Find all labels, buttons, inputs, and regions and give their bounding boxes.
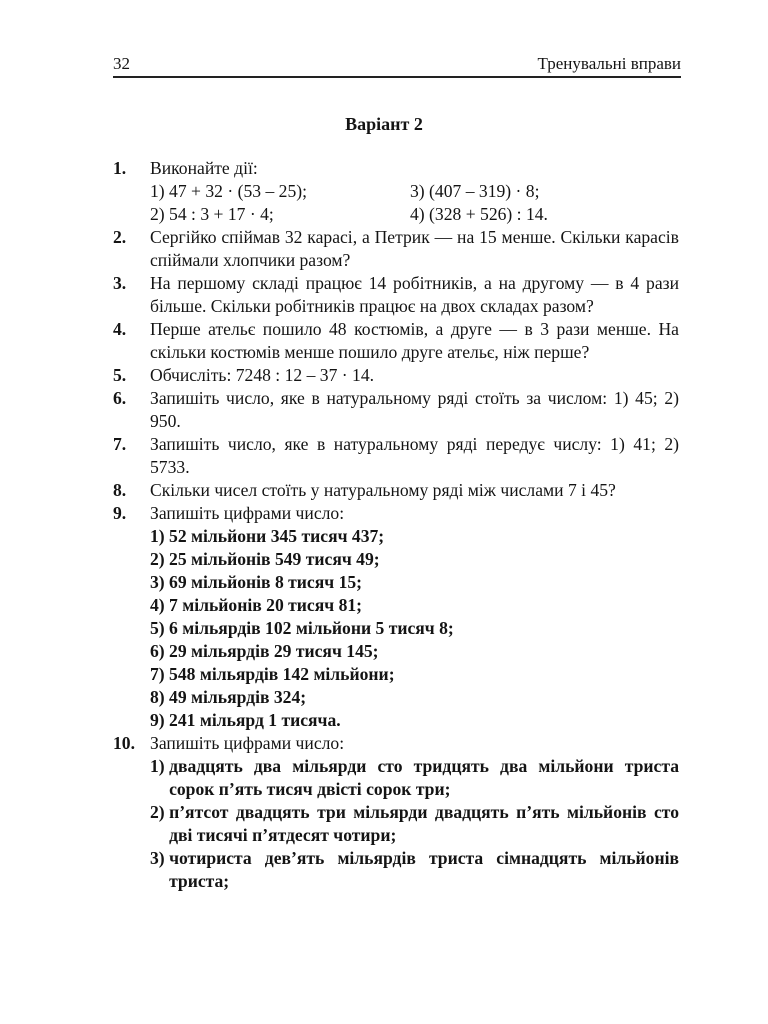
exercise-number: 2. — [113, 227, 127, 247]
item-text: чотириста дев’ять мільярдів триста сімнадцять мільйонів триста; — [169, 848, 679, 891]
exercise-7 — [113, 433, 679, 479]
number-item: 7) 548 мільярдів 142 мільйони; — [150, 664, 395, 684]
exercise-list — [113, 157, 679, 893]
exercise-number: 5. — [113, 365, 127, 385]
exercise-intro: Запишіть цифрами число: — [150, 733, 345, 753]
exercise-text: Обчисліть: 7248 : 12 – 37 · 14. — [150, 365, 375, 385]
exercise-9 — [113, 502, 679, 732]
exercise-4 — [113, 318, 679, 364]
exercise-2 — [113, 226, 679, 272]
exercise-number: 6. — [113, 388, 127, 408]
exercise-number: 10. — [113, 733, 135, 753]
exercise-3 — [113, 272, 679, 318]
header-rule — [113, 76, 681, 78]
exercise-number: 3. — [113, 273, 127, 293]
item-text: п’ятсот двадцять три мільярди двадцять п’ять мільйонів сто дві тисячі п’ятдесят чотири; — [169, 802, 679, 845]
task-2: 2) 54 : 3 + 17 · 4; — [150, 204, 274, 224]
item-number: 2) — [150, 802, 165, 822]
task-3: 3) (407 – 319) · 8; — [410, 181, 540, 201]
exercise-number: 1. — [113, 158, 127, 178]
item-number: 1) — [150, 756, 165, 776]
task-grid — [150, 180, 679, 226]
words-item — [150, 801, 679, 847]
number-item: 1) 52 мільйони 345 тисяч 437; — [150, 526, 385, 546]
variant-title: Варіант 2 — [345, 114, 423, 134]
running-title: Тренувальні вправи — [537, 54, 681, 73]
exercise-intro: Запишіть цифрами число: — [150, 503, 345, 523]
words-item — [150, 755, 679, 801]
task-4: 4) (328 + 526) : 14. — [410, 204, 548, 224]
words-item — [150, 847, 679, 893]
number-item: 9) 241 мільярд 1 тисяча. — [150, 710, 341, 730]
number-item: 2) 25 мільйонів 549 тисяч 49; — [150, 549, 380, 569]
exercise-1 — [113, 157, 679, 226]
number-item: 4) 7 мільйонів 20 тисяч 81; — [150, 595, 363, 615]
exercise-text: Запишіть число, яке в натуральному ряді передує числу: 1) 41; 2) 5733. — [150, 434, 679, 477]
exercise-number: 9. — [113, 503, 127, 523]
item-text: двадцять два мільярди сто тридцять два мільйони триста сорок п’ять тисяч двісті сорок три; — [169, 756, 679, 799]
page-number: 32 — [113, 54, 130, 73]
task-1: 1) 47 + 32 · (53 – 25); — [150, 181, 308, 201]
exercise-number: 4. — [113, 319, 127, 339]
exercise-6 — [113, 387, 679, 433]
exercise-number: 7. — [113, 434, 127, 454]
exercise-5 — [113, 364, 679, 387]
number-item: 6) 29 мільярдів 29 тисяч 145; — [150, 641, 379, 661]
exercise-text: Сергійко спіймав 32 карасі, а Петрик — на 15 менше. Скільки карасів спіймали хлопчики разом? — [150, 227, 679, 270]
number-item: 3) 69 мільйонів 8 тисяч 15; — [150, 572, 363, 592]
exercise-10 — [113, 732, 679, 893]
number-item: 5) 6 мільярдів 102 мільйони 5 тисяч 8; — [150, 618, 454, 638]
item-number: 3) — [150, 848, 165, 868]
exercise-text: Запишіть число, яке в натуральному ряді стоїть за числом: 1) 45; 2) 950. — [150, 388, 679, 431]
exercise-text: Перше ательє пошило 48 костюмів, а друге — в 3 рази менше. На скільки костюмів менше пошило друге ательє, ніж перше? — [150, 319, 679, 362]
exercise-number: 8. — [113, 480, 127, 500]
number-item: 8) 49 мільярдів 324; — [150, 687, 307, 707]
exercise-text: На першому складі працює 14 робітників, а на другому — в 4 рази більше. Скільки робітників працює на двох складах разом? — [150, 273, 679, 316]
exercise-text: Скільки чисел стоїть у натуральному ряді між числами 7 і 45? — [150, 480, 616, 500]
exercise-intro: Виконайте дії: — [150, 158, 258, 178]
exercise-8 — [113, 479, 679, 502]
page-header — [113, 52, 681, 74]
